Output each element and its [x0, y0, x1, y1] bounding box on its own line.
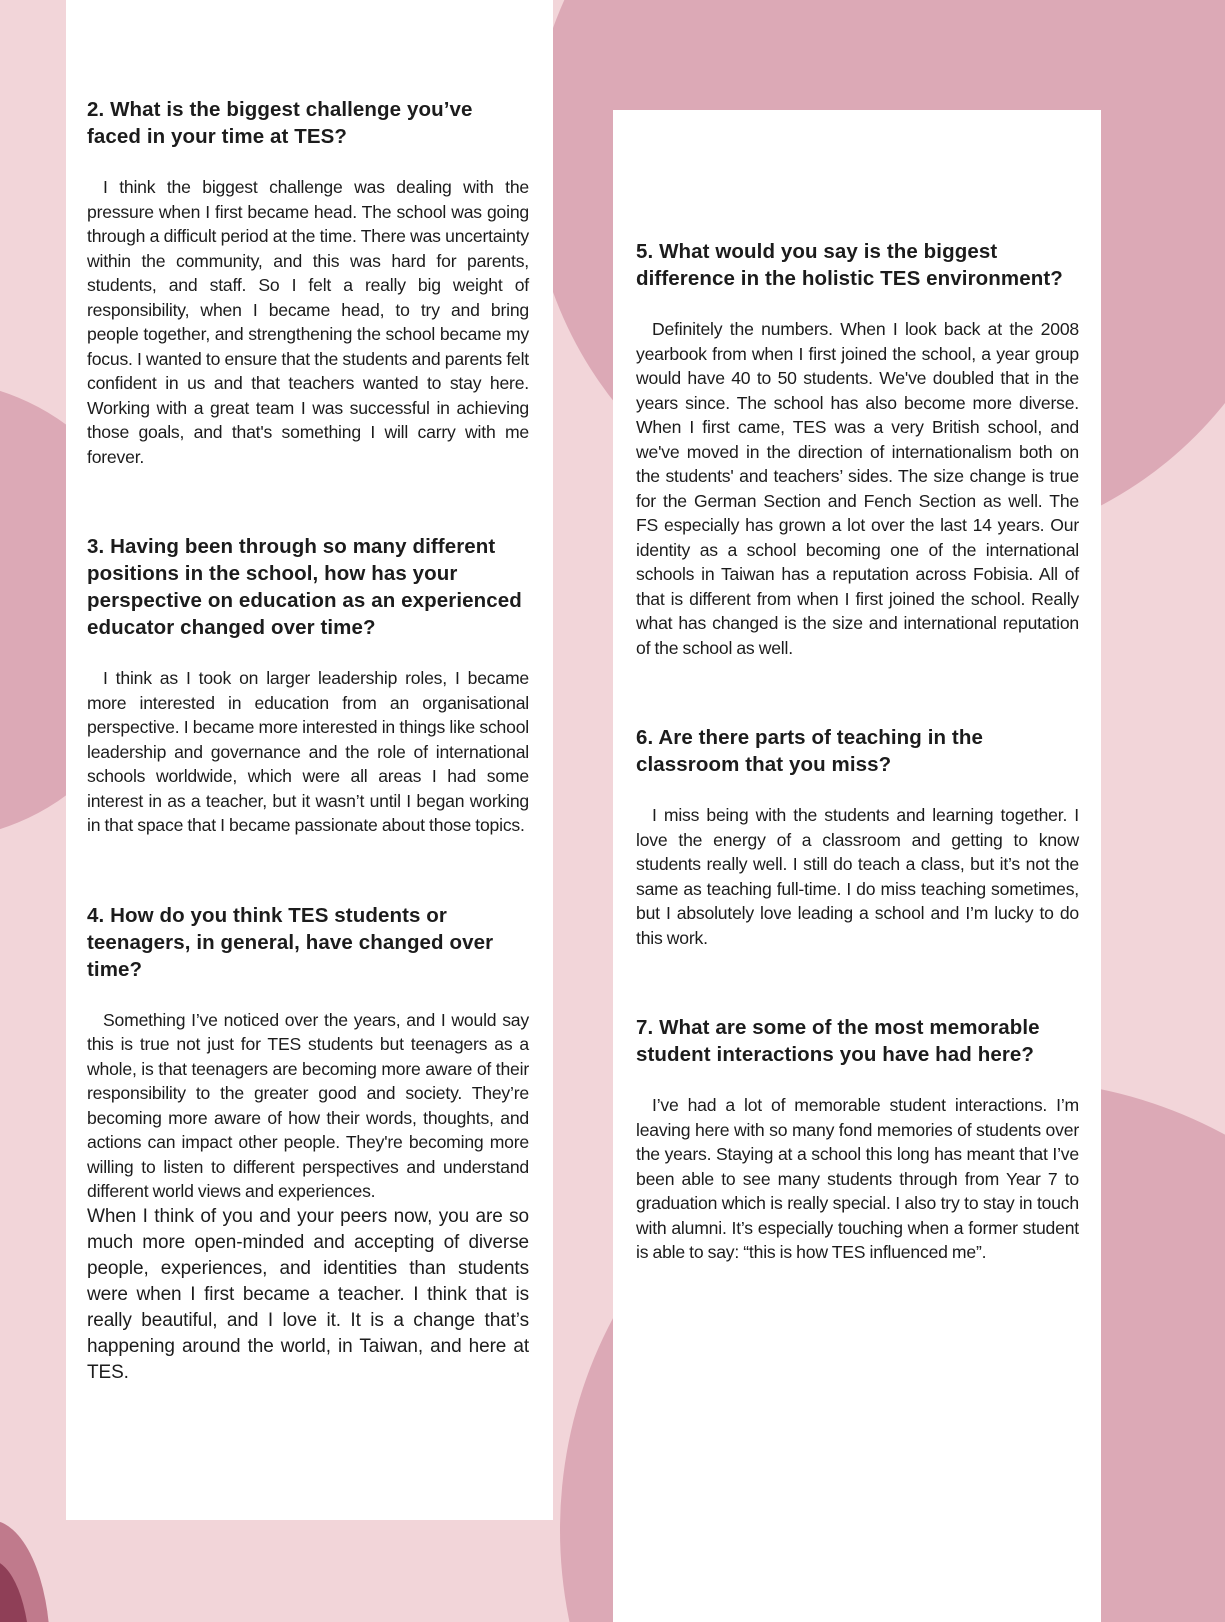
answer-4: Something I’ve noticed over the years, and I would say this is true not just for TES students but teenagers as a whole, is that teenagers are becoming more aware of their responsibility to the greater good and society. They’re becoming more aware of how their words, thoughts, and actions can impact other people. They're becoming more willing to listen to different perspectives and understand different world views and experiences. — [87, 1009, 529, 1201]
right-text-panel — [613, 110, 1101, 1622]
left-text-panel — [66, 0, 553, 1520]
answer-4-continued: When I think of you and your peers now, you are so much more open-minded and accepting of diverse people, experiences, and identities than students were when I first became a teacher. I think that is really beautiful, and I love it. It is a change that’s happening around the world, in Taiwan, and here at TES. — [87, 1205, 529, 1383]
question-3: 3. Having been through so many different positions in the school, how has your perspective on education as an experienced educator changed over time? — [87, 535, 522, 639]
question-6: 6. Are there parts of teaching in the classroom that you miss? — [636, 726, 983, 776]
question-2: 2. What is the biggest challenge you’ve faced in your time at TES? — [87, 98, 473, 148]
answer-6: I miss being with the students and learning together. I love the energy of a classroom and getting to know students really well. I still do teach a class, but it’s not the same as teaching full-time. I do miss teaching sometimes, but I absolutely love leading a school and I’m lucky to do this work. — [636, 805, 1079, 948]
question-5: 5. What would you say is the biggest difference in the holistic TES environment? — [636, 240, 1063, 290]
answer-7: I’ve had a lot of memorable student interactions. I’m leaving here with so many fond memories of students over the years. Staying at a school this long has meant that I’ve been able to see many students through from Year 7 to graduation which is really special. I also try to stay in touch with alumni. It’s especially touching when a former student is able to say: “this is how TES influenced me”. — [636, 1095, 1079, 1262]
question-4: 4. How do you think TES students or teenagers, in general, have changed over time? — [87, 903, 494, 981]
answer-5: Definitely the numbers. When I look back at the 2008 yearbook from when I first joined the school, a year group would have 40 to 50 students. We've doubled that in the years since. The school has also become more diverse. When I first came, TES was a very British school, and we've moved in the direction of internationalism both on the students' and teachers’ sides. The size change is true for the German Section and Fench Section as well. The FS especially has grown a lot over the last 14 years. Our identity as a school becoming one of the international schools in Taiwan has a reputation across Fobisia. All of that is different from when I first joined the school. Really what has changed is the size and international reputation of the school as well. — [636, 319, 1079, 658]
question-7: 7. What are some of the most memorable student interactions you have had here? — [636, 1016, 1040, 1066]
answer-2: I think the biggest challenge was dealing with the pressure when I first became head. The school was going through a difficult period at the time. There was uncertainty within the community, and this was hard for parents, students, and staff. So I felt a really big weight of responsibility, when I became head, to try and bring people together, and strengthening the school became my focus. I wanted to ensure that the students and parents felt confident in us and that teachers wanted to stay here. Working with a great team I was successful in achieving those goals, and that's something I will carry with me forever. — [87, 177, 529, 467]
answer-3: I think as I took on larger leadership roles, I became more interested in education from an organisational perspective. I became more interested in things like school leadership and governance and the role of international schools worldwide, which were all areas I had some interest in as a teacher, but it wasn’t until I began working in that space that I became passionate about those topics. — [87, 668, 529, 835]
